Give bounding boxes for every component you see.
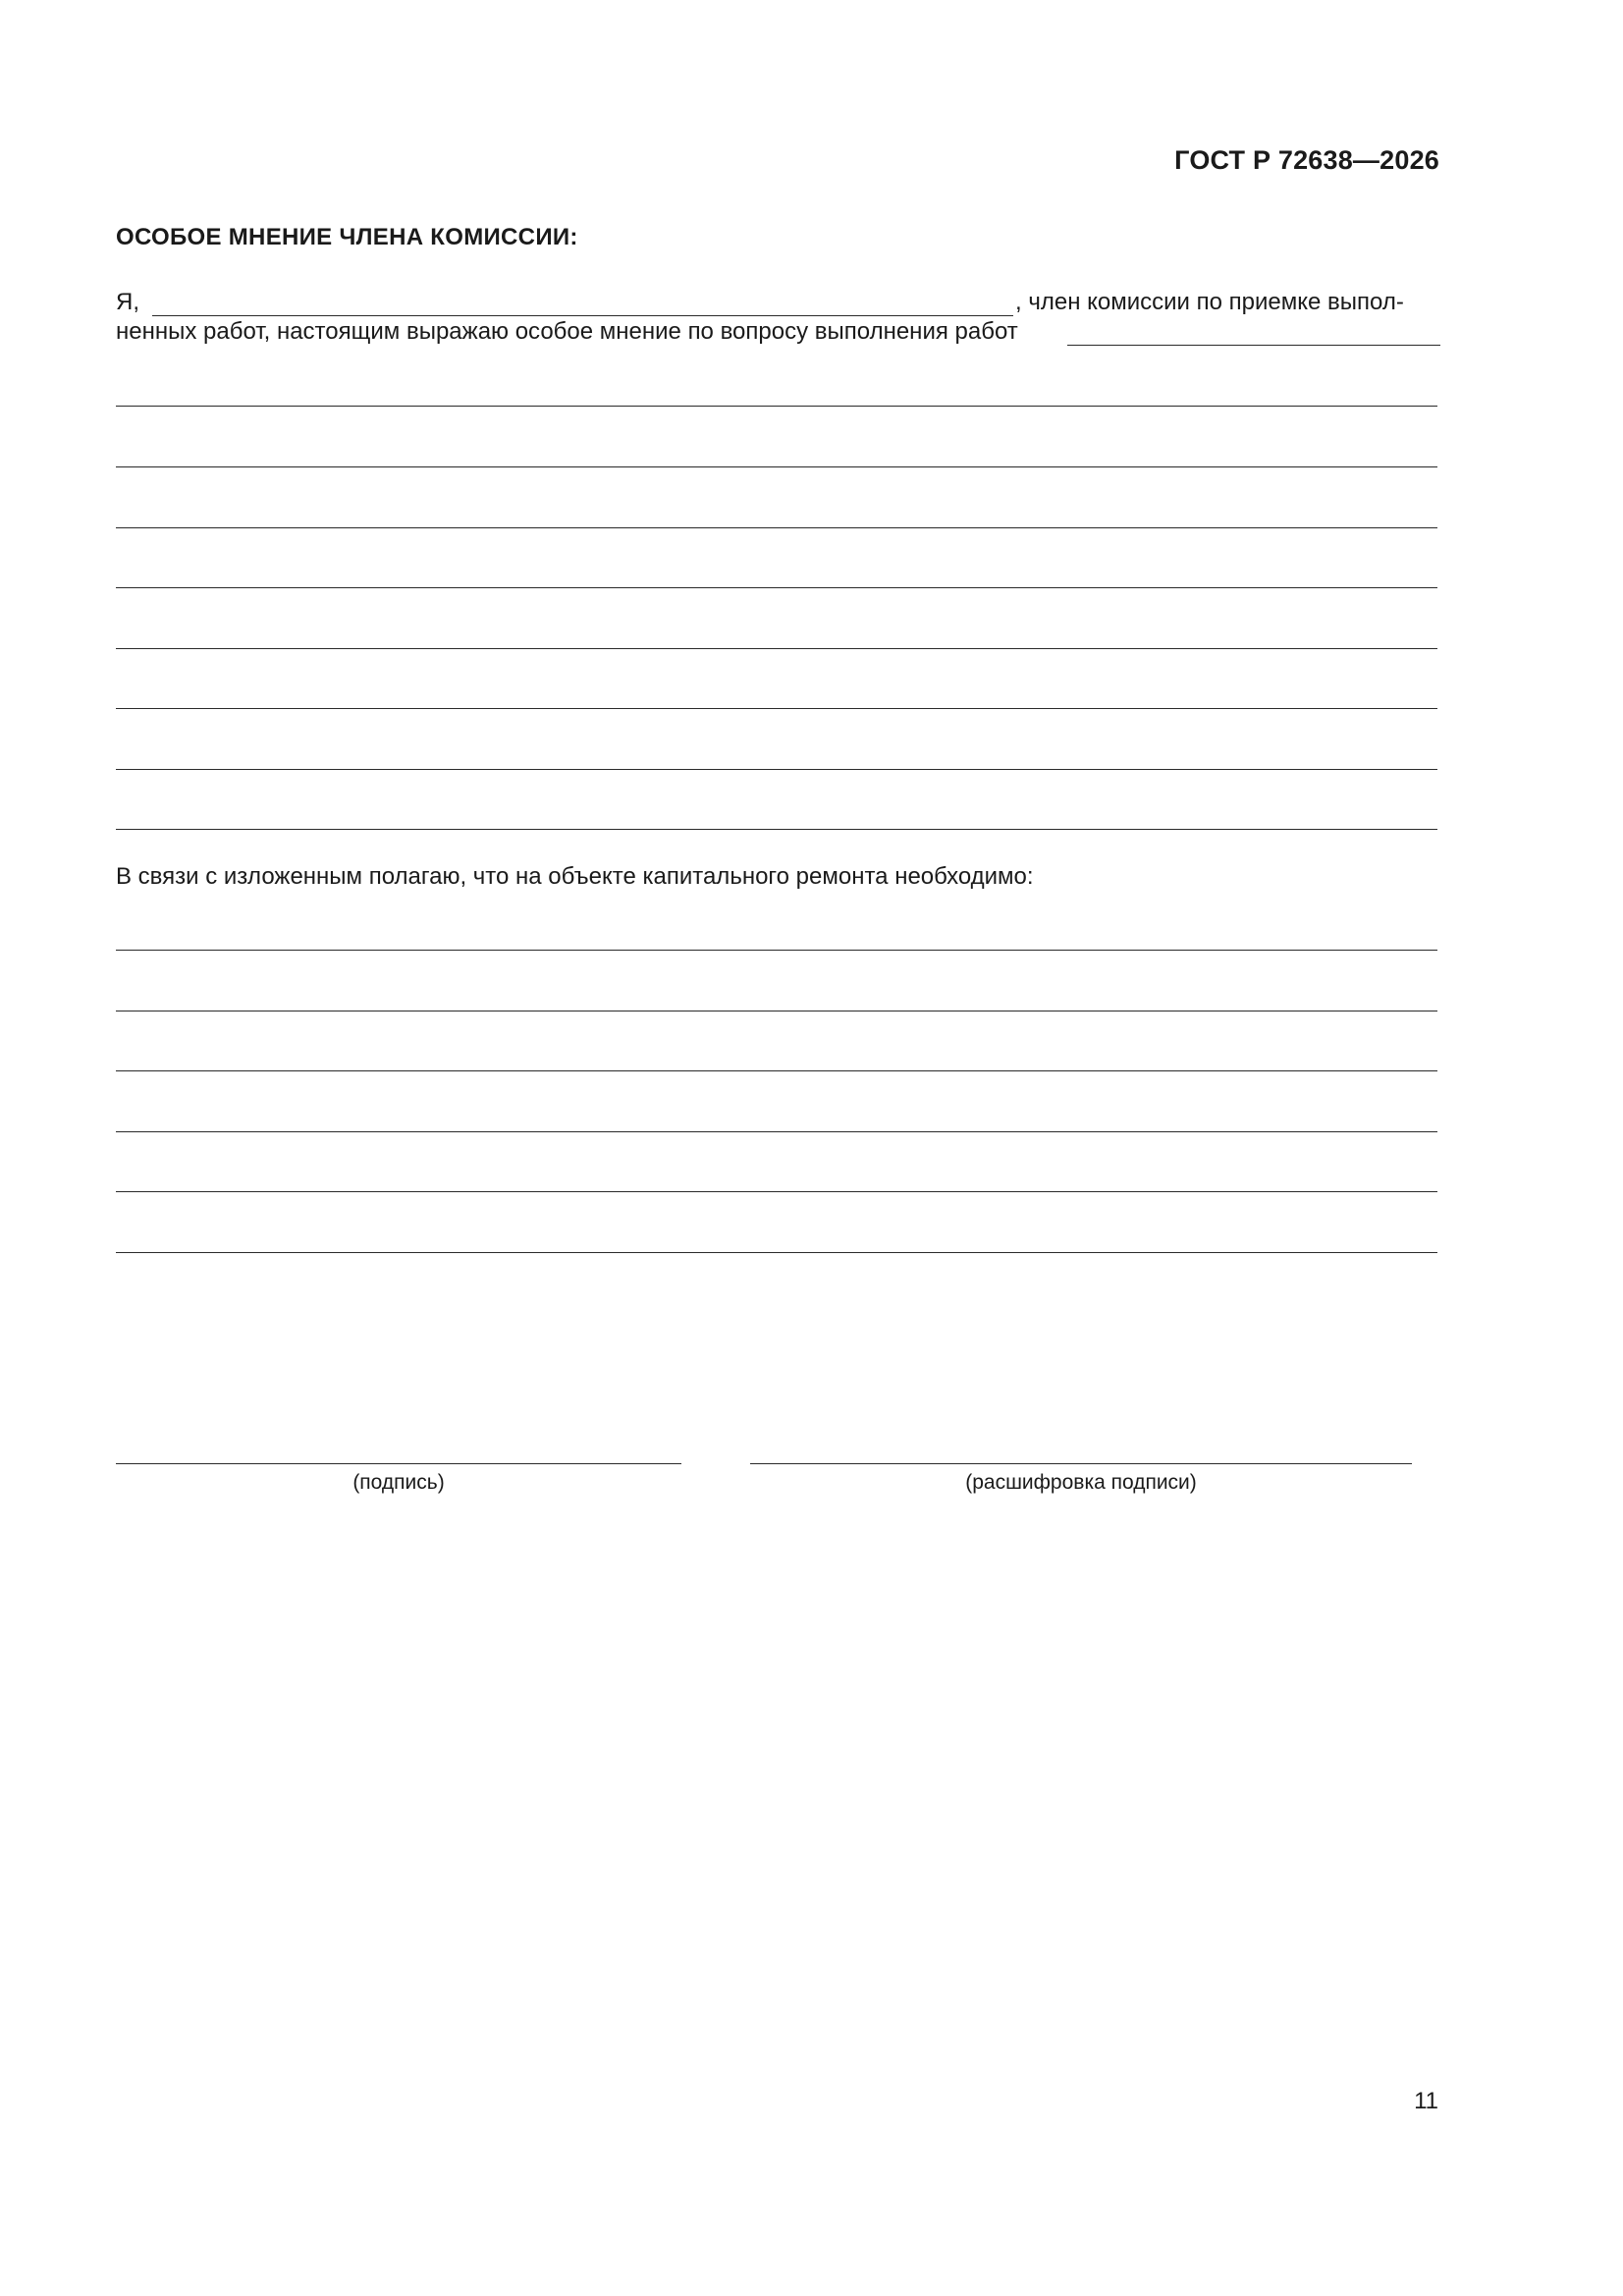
opinion-line[interactable] bbox=[116, 587, 1437, 588]
opinion-line[interactable] bbox=[116, 648, 1437, 649]
decryption-line[interactable] bbox=[750, 1463, 1412, 1464]
signature-caption: (подпись) bbox=[352, 1471, 445, 1494]
action-line[interactable] bbox=[116, 950, 1437, 951]
signature-line[interactable] bbox=[116, 1463, 681, 1464]
works-blank-line[interactable] bbox=[1067, 345, 1440, 346]
opinion-line[interactable] bbox=[116, 769, 1437, 770]
intro-line2: ненных работ, настоящим выражаю особое мнение по вопросу выполнения работ bbox=[116, 318, 1018, 345]
action-line[interactable] bbox=[116, 1191, 1437, 1192]
opinion-line[interactable] bbox=[116, 527, 1437, 528]
opinion-line[interactable] bbox=[116, 406, 1437, 407]
action-line[interactable] bbox=[116, 1131, 1437, 1132]
opinion-line[interactable] bbox=[116, 466, 1437, 467]
standard-code: ГОСТ Р 72638—2026 bbox=[1174, 145, 1439, 175]
action-line[interactable] bbox=[116, 1070, 1437, 1071]
action-line[interactable] bbox=[116, 1252, 1437, 1253]
opinion-line[interactable] bbox=[116, 829, 1437, 830]
section-title: ОСОБОЕ МНЕНИЕ ЧЛЕНА КОМИССИИ: bbox=[116, 224, 578, 250]
decryption-caption: (расшифровка подписи) bbox=[965, 1471, 1197, 1494]
opinion-line[interactable] bbox=[116, 708, 1437, 709]
consequence-text: В связи с изложенным полагаю, что на объекте капитального ремонта необходимо: bbox=[116, 863, 1034, 890]
page-number: 11 bbox=[1414, 2088, 1438, 2114]
intro-start: Я, bbox=[116, 289, 139, 315]
intro-after-name: , член комиссии по приемке выпол- bbox=[1015, 289, 1404, 315]
